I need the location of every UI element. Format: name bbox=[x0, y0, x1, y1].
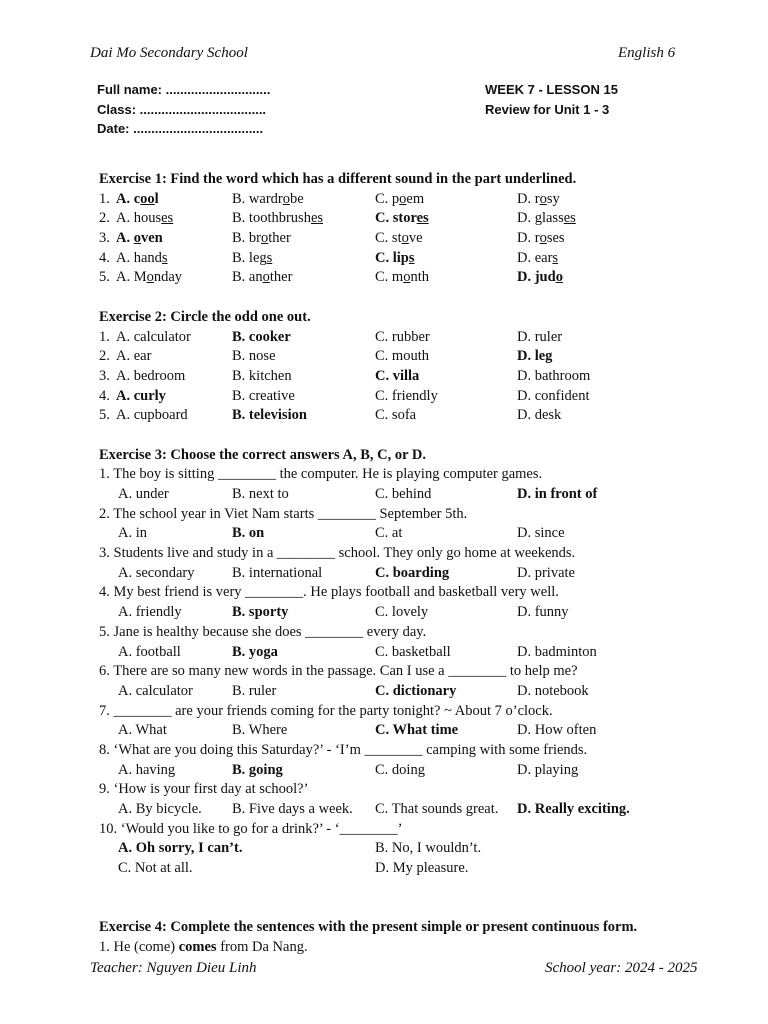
option-b: B. Where bbox=[232, 722, 288, 739]
worksheet-body bbox=[99, 170, 699, 958]
option-d: D. since bbox=[517, 525, 565, 542]
option-c: C. mouth bbox=[375, 348, 429, 365]
exercise-2-row bbox=[99, 328, 699, 348]
question-text: 4. My best friend is very ________. He plays football and basketball very well. bbox=[99, 584, 559, 601]
option-a: A. hands bbox=[116, 249, 168, 266]
class-field: Class: ................................... bbox=[97, 101, 267, 117]
option-b: B. television bbox=[232, 407, 307, 424]
teacher-name: Teacher: Nguyen Dieu Linh bbox=[90, 960, 257, 976]
option-d: D. ears bbox=[517, 249, 559, 266]
option-d: D. bathroom bbox=[517, 367, 591, 384]
option-c: C. lovely bbox=[375, 604, 429, 621]
subject-name: English 6 bbox=[618, 45, 676, 61]
option-c: C. lips bbox=[375, 249, 415, 266]
option-b: B. next to bbox=[232, 486, 289, 503]
option-a: A. in bbox=[118, 525, 147, 542]
exercise-2-list bbox=[99, 328, 699, 426]
option-d: D. glasses bbox=[517, 210, 576, 227]
exercise-3-list bbox=[99, 465, 699, 819]
option-d: D. badminton bbox=[517, 643, 597, 660]
exercise-1-row bbox=[99, 249, 699, 269]
option-a: A. bedroom bbox=[116, 367, 186, 384]
exercise-1-title: Exercise 1: Find the word which has a different sound in the part underlined. bbox=[99, 171, 577, 187]
option-d: D. ruler bbox=[517, 328, 563, 345]
option-b: B. wardrobe bbox=[232, 190, 304, 207]
options-row bbox=[99, 800, 699, 820]
options-row bbox=[99, 524, 699, 544]
option-a: A. friendly bbox=[118, 604, 182, 621]
option-d: D. leg bbox=[517, 348, 553, 365]
date-field: Date: .................................... bbox=[97, 121, 264, 136]
option-c: C. stores bbox=[375, 210, 429, 227]
option-d: D. My pleasure. bbox=[375, 860, 469, 877]
option-a: A. oven bbox=[116, 230, 163, 247]
option-a: A. ear bbox=[116, 348, 152, 365]
item-number: 3. bbox=[99, 367, 110, 384]
option-b: B. international bbox=[232, 564, 323, 581]
option-c: C. behind bbox=[375, 486, 432, 503]
option-d: D. playing bbox=[517, 761, 579, 778]
option-a: A. under bbox=[118, 486, 169, 503]
option-d: D. funny bbox=[517, 604, 569, 621]
option-b: B. No, I wouldn’t. bbox=[375, 840, 482, 857]
school-name: Dai Mo Secondary School bbox=[90, 45, 248, 61]
question-text: 5. Jane is healthy because she does ________ every day. bbox=[99, 623, 427, 640]
item-number: 3. bbox=[99, 230, 110, 247]
option-c: C. That sounds great. bbox=[375, 801, 499, 818]
exercise-1-row bbox=[99, 190, 699, 210]
option-c: C. rubber bbox=[375, 328, 430, 345]
option-a: A. having bbox=[118, 761, 176, 778]
item-number: 5. bbox=[99, 269, 110, 286]
options-row bbox=[99, 564, 699, 584]
option-b: B. kitchen bbox=[232, 367, 292, 384]
option-a: A. By bicycle. bbox=[118, 801, 202, 818]
question-10 bbox=[99, 820, 699, 840]
question-text: 7. ________ are your friends coming for the party tonight? ~ About 7 o’clock. bbox=[99, 702, 553, 719]
options-row bbox=[99, 603, 699, 623]
exercise-2-row bbox=[99, 367, 699, 387]
options-row bbox=[99, 761, 699, 781]
option-a: A. cool bbox=[116, 190, 159, 207]
question-text: 9. ‘How is your first day at school?’ bbox=[99, 781, 309, 798]
option-b: B. sporty bbox=[232, 604, 289, 621]
option-a: A. Monday bbox=[116, 269, 183, 286]
option-a: A. calculator bbox=[116, 328, 191, 345]
option-a: A. houses bbox=[116, 210, 174, 227]
option-b: B. Five days a week. bbox=[232, 801, 353, 818]
lesson-info bbox=[485, 80, 618, 119]
question-text: 2. The school year in Viet Nam starts ________ September 5th. bbox=[99, 505, 468, 522]
question-9 bbox=[99, 780, 699, 800]
question-text: 10. ‘Would you like to go for a drink?’ - ‘________’ bbox=[99, 820, 403, 837]
option-c: C. Not at all. bbox=[118, 860, 193, 877]
exercise-2-title: Exercise 2: Circle the odd one out. bbox=[99, 308, 311, 325]
item-number: 1. bbox=[99, 328, 110, 345]
option-d: D. confident bbox=[517, 387, 590, 404]
question-1 bbox=[99, 465, 699, 485]
sentence-start: 1. He (come) bbox=[99, 938, 179, 955]
option-b: B. on bbox=[232, 525, 265, 542]
option-c: C. basketball bbox=[375, 643, 451, 660]
item-number: 1. bbox=[99, 190, 110, 207]
q10-options bbox=[99, 839, 699, 859]
options-row bbox=[99, 721, 699, 741]
option-a: A. secondary bbox=[118, 564, 195, 581]
option-d: D. How often bbox=[517, 722, 597, 739]
question-2 bbox=[99, 505, 699, 525]
option-d: D. in front of bbox=[517, 486, 598, 503]
option-b: B. yoga bbox=[232, 643, 278, 660]
sentence-answer: comes bbox=[178, 938, 217, 955]
item-number: 4. bbox=[99, 387, 110, 404]
item-number: 5. bbox=[99, 407, 110, 424]
option-b: B. nose bbox=[232, 348, 276, 365]
option-a: A. Oh sorry, I can’t. bbox=[118, 840, 243, 857]
option-c: C. dictionary bbox=[375, 682, 457, 699]
option-c: C. What time bbox=[375, 722, 459, 739]
question-7 bbox=[99, 702, 699, 722]
exercise-4-title: Exercise 4: Complete the sentences with the present simple or present continuous form. bbox=[99, 919, 638, 936]
sentence-end: from Da Nang. bbox=[216, 938, 308, 955]
options-row bbox=[99, 485, 699, 505]
full-name-field: Full name: ............................. bbox=[97, 82, 271, 97]
exercise-4-sentence-1 bbox=[99, 938, 699, 958]
option-b: B. brother bbox=[232, 230, 291, 247]
option-c: C. stove bbox=[375, 230, 423, 247]
student-info bbox=[97, 80, 270, 139]
option-a: A. football bbox=[118, 643, 181, 660]
question-8 bbox=[99, 741, 699, 761]
option-c: C. doing bbox=[375, 761, 425, 778]
exercise-3-title: Exercise 3: Choose the correct answers A, B, C, or D. bbox=[99, 446, 426, 463]
week-lesson: WEEK 7 - LESSON 15 bbox=[485, 82, 618, 97]
option-b: B. another bbox=[232, 269, 293, 286]
option-a: A. calculator bbox=[118, 682, 193, 699]
question-text: 6. There are so many new words in the passage. Can I use a ________ to help me? bbox=[99, 663, 578, 680]
school-year: School year: 2024 - 2025 bbox=[545, 960, 698, 976]
exercise-2-row bbox=[99, 406, 699, 426]
options-row bbox=[99, 643, 699, 663]
option-a: A. What bbox=[118, 722, 167, 739]
option-d: D. desk bbox=[517, 407, 562, 424]
option-c: C. villa bbox=[375, 367, 420, 384]
exercise-2-row bbox=[99, 387, 699, 407]
item-number: 2. bbox=[99, 210, 110, 227]
exercise-1-list bbox=[99, 190, 699, 288]
exercise-1-row bbox=[99, 209, 699, 229]
option-a: A. cupboard bbox=[116, 407, 188, 424]
option-d: D. Really exciting. bbox=[517, 801, 630, 818]
option-b: B. toothbrushes bbox=[232, 210, 324, 227]
question-text: 8. ‘What are you doing this Saturday?’ - ‘I’m ________ camping with some friends. bbox=[99, 741, 588, 758]
option-b: B. creative bbox=[232, 387, 295, 404]
q10-options-2 bbox=[99, 859, 699, 879]
option-b: B. ruler bbox=[232, 682, 277, 699]
exercise-1-row bbox=[99, 229, 699, 249]
option-d: D. private bbox=[517, 564, 575, 581]
question-text: 1. The boy is sitting ________ the computer. He is playing computer games. bbox=[99, 466, 543, 483]
item-number: 2. bbox=[99, 348, 110, 365]
option-d: D. notebook bbox=[517, 682, 589, 699]
option-c: C. at bbox=[375, 525, 403, 542]
question-5 bbox=[99, 623, 699, 643]
question-6 bbox=[99, 662, 699, 682]
option-d: D. judo bbox=[517, 269, 563, 286]
option-a: A. curly bbox=[116, 387, 166, 404]
option-c: C. sofa bbox=[375, 407, 417, 424]
option-b: B. cooker bbox=[232, 328, 291, 345]
option-c: C. month bbox=[375, 269, 429, 286]
question-text: 3. Students live and study in a ________ school. They only go home at weekends. bbox=[99, 545, 576, 562]
option-d: D. roses bbox=[517, 230, 565, 247]
options-row bbox=[99, 682, 699, 702]
exercise-1-row bbox=[99, 268, 699, 288]
option-b: B. going bbox=[232, 761, 283, 778]
option-b: B. legs bbox=[232, 249, 273, 266]
option-c: C. friendly bbox=[375, 387, 438, 404]
exercise-2-row bbox=[99, 347, 699, 367]
question-3 bbox=[99, 544, 699, 564]
item-number: 4. bbox=[99, 249, 110, 266]
option-c: C. poem bbox=[375, 190, 425, 207]
option-d: D. rosy bbox=[517, 190, 560, 207]
question-4 bbox=[99, 583, 699, 603]
option-c: C. boarding bbox=[375, 564, 450, 581]
review-title: Review for Unit 1 - 3 bbox=[485, 101, 610, 117]
